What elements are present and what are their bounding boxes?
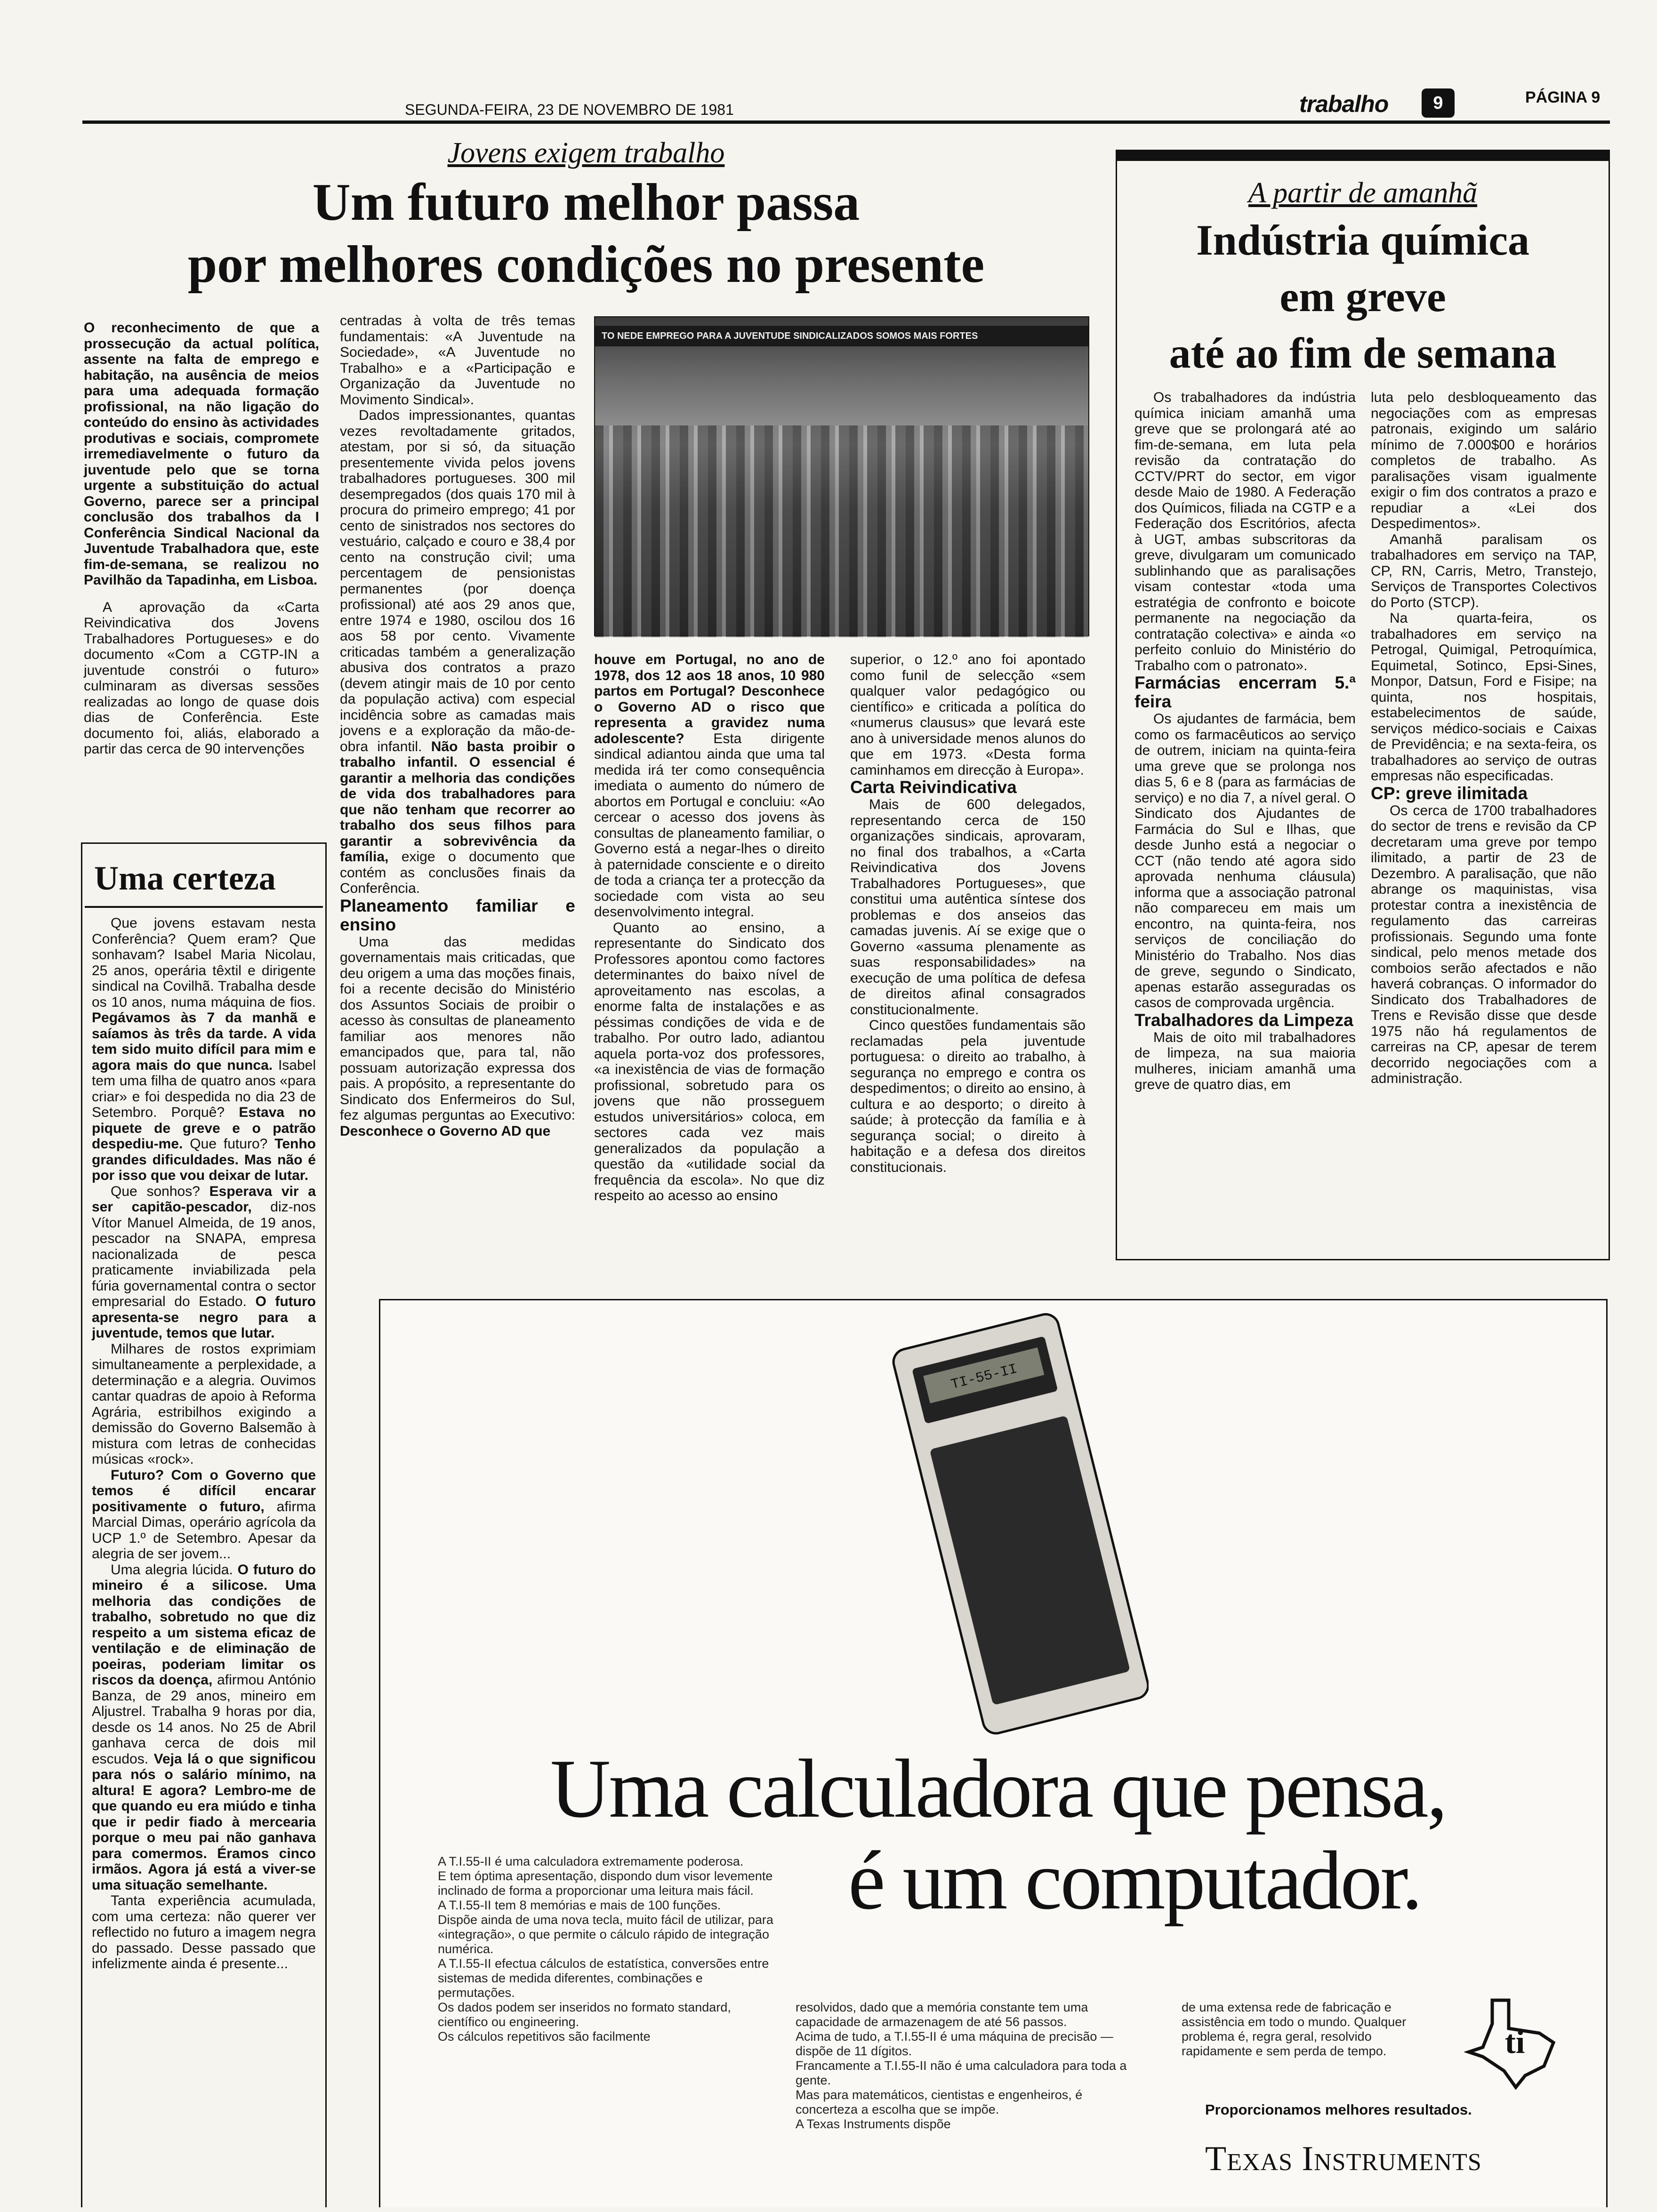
sidebar-p2-bold2: O futuro apresenta-se negro para a juventude, temos que lutar. (92, 1294, 316, 1341)
right-c1-p3: Mais de oito mil trabalhadores de limpeza, na sua maioria mulheres, iniciam amanhã uma greve de quatro dias, em (1134, 1029, 1356, 1092)
header-date: SEGUNDA-FEIRA, 23 DE NOVEMBRO DE 1981 (405, 101, 734, 118)
ad-tagline: Proporcionamos melhores resultados. (1205, 2101, 1472, 2118)
main-col2-subhead: Planeamento familiar e ensino (340, 896, 575, 934)
right-kicker: A partir de amanhã (1248, 177, 1478, 209)
main-col2-p2-bold: Não basta proibir o trabalho infantil. O essencial é garantir a melhoria das condições de vida dos trabalhadores para que não tenham que recorrer ao trabalho dos seus filhos para garantir a sobrevivência da família, (340, 738, 575, 865)
sidebar-p1-bold: Pegávamos às 7 da manhã e saíamos às três da tarde. A vida tem sido muito difícil para mim e agora mais do que nunca. (92, 1010, 316, 1073)
right-c1-p2: Os ajudantes de farmácia, bem como os farmacêuticos ao serviço de outrem, iniciam na quinta-feira uma greve que se prolonga nos dias 5, 6 e 8 (para as farmácias de serviço) e no dia 7, a nível geral. O Sindicato dos Ajudantes de Farmácia do Sul e Ilhas, que desde Junho está a negociar o CCT (não tendo até agora sido aprovada nenhuma cláusula) informa que a associação patronal não compareceu em mais um encontro, na quinta-feira, nos serviços de conciliação do Ministério do Trabalho. Nos dias de greve, segundo o Sindicato, apenas estarão asseguradas os casos de comprovada urgência. (1134, 711, 1356, 1010)
sidebar-p5: Uma alegria lúcida. (111, 1562, 233, 1578)
main-col3-p1: Esta dirigente sindical adiantou ainda que uma tal medida irá ter como consequência imediata o aumento do número de abortos em Portugal e concluiu: «Ao cercear o acesso dos jovens às consultas de planeamento familiar, o Governo está a negar-lhes o direito à paternidade consciente e o direito de toda a criança ter a protecção da sociedade com vista ao seu desenvolvimento integral. (594, 730, 825, 920)
sidebar-p1-bold2: Estava no piquete de greve e o patrão despediu-me. (92, 1105, 316, 1152)
right-c1-subhead-1: Farmácias encerram 5.ª feira (1134, 673, 1356, 711)
right-c1-p1: Os trabalhadores da indústria química iniciam amanhã uma greve que se prolongará até ao fim-de-semana, em luta pela revisão da contratação do CCTV/PRT do sector, em vigor desde Maio de 1980. A Federação dos Químicos, filiada na CGTP e a Federação dos Escritórios, afecta à UGT, ambas subscritoras da greve, divulgaram um comunicado sublinhando que as paralisações visam contestar «toda uma estratégia de confronto e boicote permanente na negociação da contratação colectiva» e ainda «o perfeito conluio do Ministério do Trabalho com o patronato». (1134, 390, 1356, 673)
main-col-1 (84, 320, 319, 757)
main-col2-p3-bold: Desconhece o Governo AD que (340, 1123, 551, 1139)
ad-brand: Texas Instruments (1205, 2140, 1482, 2178)
conference-photo (594, 316, 1089, 636)
sidebar-p5-bold2: Veja lá o que significou para nós o salário mínimo, na altura! E agora? Lembro-me de que quando eu era miúdo e tinha que ir pedir fiado à mercearia porque o meu pai não ganhava para comermos. Éramos cinco irmãos. Agora já está a viver-se uma situação semelhante. (92, 1751, 316, 1893)
ad-headline-1: Uma calculadora que pensa, (550, 1742, 1446, 1835)
sidebar-p4-bold: Futuro? Com o Governo que temos é difícil encarar positivamente o futuro, (92, 1467, 316, 1515)
calculator-keypad (930, 1415, 1131, 1705)
section-title: trabalho (1299, 91, 1389, 117)
right-article-topbar (1116, 150, 1610, 161)
main-lead: O reconhecimento de que a prossecução da actual política, assente na falta de emprego e habitação, na ausência de meios para uma adequada formação profissional, na não ligação do conteúdo do ensino às actividades produtivas e sociais, compromete irremediavelmente o futuro da juventude pelo que se torna urgente a substituição do actual Governo, parece ser a principal conclusão dos trabalhos da I Conferência Sindical Nacional da Juventude Trabalhadora que, este fim-de-semana, se realizou no Pavilhão da Tapadinha, em Lisboa. (84, 320, 319, 588)
main-col4-p3: Cinco questões fundamentais são reclamadas pela juventude portuguesa: o direito ao trabalho, à segurança no emprego e contra os despedimentos; o direito ao ensino, à cultura e ao desporto; o direito à saúde; à protecção da família e à segurança social; o direito à habitação e a defesa dos direitos constitucionais. (850, 1018, 1086, 1175)
main-col4-p1: superior, o 12.º ano foi apontado como funil de selecção «sem qualquer valor pedagógico ou científico» e criticada a política do «numerus clausus» que levará este ano à universidade menos alunos do que em 1973. «Desta forma caminhamos em direcção à Europa». (850, 652, 1086, 778)
main-col2-p3: Uma das medidas governamentais mais criticadas, que deu origem a uma das moções finais, foi a recente decisão do Ministério dos Assuntos Sociais de proibir o acesso às consultas de planeamento familiar aos menores não emancipados que, para tal, não possuam autorização expressa dos pais. A propósito, a representante do Sindicato dos Enfermeiros do Sul, fez algumas perguntas ao Executivo: (340, 934, 575, 1123)
sidebar-p2-bold: Esperava vir a ser capitão-pescador, (92, 1183, 316, 1215)
sidebar-p2: Que sonhos? (111, 1183, 200, 1199)
section-badge (1422, 88, 1455, 118)
main-col-2 (340, 313, 575, 1139)
photo-banner (595, 326, 1088, 346)
main-headline-2: por melhores condições no presente (187, 235, 985, 294)
right-c2-p3: Na quarta-feira, os trabalhadores em serviço na Petrogal, Quimigal, Petroquímica, Equimetal, Sotinco, Epsi-Sines, Monpor, Datsun, Ford e Fisipe; na quinta, nos hospitais, estabelecimentos de saúde, serviços médico-sociais e Caixas de Previdência; e na sexta-feira, os trabalhadores ao serviço de outras empresas não especificadas. (1371, 610, 1597, 784)
main-col3-p2: Quanto ao ensino, a representante do Sindicato dos Professores apontou como factores determinantes do baixo nível de aproveitamento nas escolas, a enorme falta de instalações e as péssimas condições de vida e de trabalho. Por outro lado, adiantou aquela porta-voz dos professores, «a inexistência de vias de formação profissional, sobretudo para os jovens que não prosseguem estudos universitários» coloca, em sectores cada vez mais generalizados da população a questão da «utilidade social da frequência da escola». No que diz respeito ao acesso ao ensino (594, 920, 825, 1203)
ad-copy-3: de uma extensa rede de fabricação e assistência em todo o mundo. Qualquer problema é, regra geral, resolvido rapidamente e sem perda de tempo. (1182, 2000, 1407, 2058)
texas-instruments-logo (1464, 1996, 1558, 2090)
sidebar-p4-tail: afirma Marcial Dimas, operário agrícola da UCP 1.º de Setembro. Apesar da alegria de ser jovem... (92, 1499, 316, 1562)
main-col2-p2: Dados impressionantes, quantas vezes revoltadamente gritados, atestam, por si só, da situação presentemente vivida pelos jovens trabalhadores portugueses. 300 mil desempregados (dos quais 170 mil à procura do primeiro emprego; 41 por cento de sinistrados nos sectores do vestuário, calçado e couro e 38,4 por cento na construção civil; uma percentagem de pensionistas permanentes (por doença profissional) até aos 29 anos que, entre 1974 e 1980, oscilou dos 16 aos 58 por cento. Vivamente criticadas também a generalização abusiva dos contratos a prazo (devem atingir mais de 10 por cento da população activa) com especial incidência sobre as camadas mais jovens e a exploração da mão-de-obra infantil. (340, 408, 575, 754)
right-c2-p4: Os cerca de 1700 trabalhadores do sector de trens e revisão da CP decretaram uma greve por tempo ilimitado, a partir de 23 de Dezembro. A paralisação, que não abrange os maquinistas, visa protestar contra a inexistência de regulamento das carreiras profissionais. Segundo uma fonte sindical, pelo menos metade dos comboios serão afectados e não haverá cobranças. O informador do Sindicato dos Trabalhadores de Trens e Revisão disse que desde 1975 não há regulamentos de carreiras na CP, apesar de terem decorrido negociações com a administração. (1371, 802, 1597, 1086)
main-kicker: Jovens exigem trabalho (447, 137, 725, 169)
main-col4-subhead: Carta Reivindicativa (850, 777, 1017, 797)
main-col4-p2: Mais de 600 delegados, representando cerca de 150 organizações sindicais, aprovaram, no final dos trabalhos, a «Carta Reivindicativa dos Jovens Trabalhadores Portugueses», que constitui uma autêntica síntese dos problemas e dos anseios das camadas juvenis. Aí se exige que o Governo «assuma plenamente as suas responsabilidades» na execução de uma política de defesa de direitos afinal consagrados constitucionalmente. (850, 797, 1086, 1018)
right-c2-p1: luta pelo desbloqueamento das negociações com as empresas patronais, exigindo um salário mínimo de 7.000$00 e horários completos de trabalho. As paralisações visam igualmente exigir o fim dos contratos a prazo e repudiar a «Lei dos Despedimentos». (1371, 390, 1597, 531)
photo-banner-text: TO NEDE EMPREGO PARA A JUVENTUDE SINDICALIZADOS SOMOS MAIS FORTES (602, 331, 978, 341)
ad-copy-2: resolvidos, dado que a memória constante tem uma capacidade de armazenagem de até 56 passos. Acima de tudo, a T.I.55-II é uma máquina de precisão — dispõe de 11 dígitos. Francamente a T.I.55-II não é uma calculadora para toda a gente. Mas para matemáticos, cientistas e engenheiros, é concerteza a escolha que se impõe. A Texas Instruments dispõe (796, 2000, 1127, 2131)
right-headline-2: em greve (1279, 272, 1446, 321)
right-col-1 (1134, 390, 1356, 1093)
sidebar-p5-tail: afirmou António Banza, de 29 anos, mineiro em Aljustrel. Trabalha 9 horas por dia, desde os 14 anos. No 25 de Abril ganhava cerca de dois mil escudos. (92, 1672, 316, 1767)
right-c2-subhead: CP: greve ilimitada (1371, 783, 1528, 803)
sidebar-p2-tail: diz-nos Vítor Manuel Almeida, de 19 anos, pescador na SNAPA, empresa nacionalizada de pesca praticamente inviabilizada pela fúria governamental contra o sector empresarial do Estado. (92, 1199, 316, 1309)
right-headline-3: até ao fim de semana (1169, 329, 1557, 377)
ad-copy-1: A T.I.55-II é uma calculadora extremamente poderosa. E tem óptima apresentação, dispondo dum visor levemente inclinado de forma a proporcionar uma leitura mais fácil. A T.I.55-II tem 8 memórias e mais de 100 funções. Dispõe ainda de uma nova tecla, muito fácil de utilizar, para «integração», o que permite o cálculo rápido de integração numérica. A T.I.55-II efectua cálculos de estatística, conversões entre sistemas de medida diferentes, combinações e permutações. Os dados podem ser inseridos no formato standard, científico ou engineering. Os cálculos repetitivos são facilmente (438, 1854, 773, 2044)
sidebar-p6: Tanta experiência acumulada, com uma certeza: não querer ver reflectido no futuro a imagem negra do passado. Desse passado que infelizmente ainda é presente... (92, 1893, 316, 1972)
sidebar-p1-tail2: Que futuro? (190, 1136, 268, 1152)
page-number: PÁGINA 9 (1525, 88, 1601, 106)
sidebar-p1-tail: Isabel tem uma filha de quatro anos «para criar» e foi despedida no dia 23 de Setembro. Porquê? (92, 1057, 316, 1120)
main-col2-p2-tail: exige o documento que contém as conclusões finais da Conferência. (340, 849, 575, 896)
sidebar-p5-bold: O futuro do mineiro é a silicose. Uma melhoria das condições de trabalho, sobretudo no que diz respeito a um sistema eficaz de ventilação e de eliminação de poeiras, poderiam limitar os riscos da doença, (92, 1562, 316, 1688)
ad-headline-2: é um computador. (848, 1834, 1421, 1927)
sidebar-p1: Que jovens estavam nesta Conferência? Quem eram? Que sonhavam? Isabel Maria Nicolau, 25 anos, operária têxtil e dirigente sindical na Covilhã. Trabalha desde os 10 anos, numa máquina de fios. (92, 915, 316, 1010)
main-col1-p2: A aprovação da «Carta Reivindicativa dos Jovens Trabalhadores Portugueses» e do documento «Com a CGTP-IN a juventude constrói o futuro» culminaram as diversas sessões realizadas ao longo de quase dois dias de Conferência. Este documento foi, aliás, elaborado a partir das cerca de 90 intervenções (84, 599, 319, 757)
calculator-illustration (885, 1308, 1149, 1746)
header-rule (82, 120, 1610, 124)
sidebar-title-rule (85, 906, 323, 908)
main-headline-1: Um futuro melhor passa (312, 173, 860, 232)
sidebar-p1-bold3: Tenho grandes dificuldades. Mas não é por isso que vou deixar de lutar. (92, 1136, 316, 1183)
section-badge-number: 9 (1433, 93, 1443, 113)
main-col-4 (850, 652, 1086, 1175)
calculator-display-label: TI-55-II (949, 1361, 1019, 1394)
ti-logo-letters: ti (1504, 2024, 1525, 2060)
right-col-2 (1371, 390, 1597, 1087)
right-c1-subhead-2: Trabalhadores da Limpeza (1134, 1010, 1353, 1030)
sidebar-title: Uma certeza (94, 859, 276, 897)
right-headline-1: Indústria química (1196, 216, 1530, 264)
photo-crowd (595, 425, 1088, 637)
main-col3-bold: houve em Portugal, no ano de 1978, dos 12 aos 18 anos, 10 980 partos em Portugal? Desconhece o Governo AD o risco que representa a gravidez numa adolescente? (594, 652, 825, 746)
main-col-3 (594, 652, 825, 1204)
sidebar-p3: Milhares de rostos exprimiam simultaneamente a perplexidade, a determinação e a alegria. Ouvimos cantar quadras de apoio à Reforma Agrária, estribilhos exigindo a demissão do Governo Balsemão à mistura com letras de conhecidas músicas «rock». (92, 1341, 316, 1467)
sidebar-text (92, 915, 316, 1972)
main-col2-p1: centradas à volta de três temas fundamentais: «A Juventude na Sociedade», «A Juventude no Trabalho» e a «Participação e Organização da Juventude no Movimento Sindical». (340, 313, 575, 408)
right-c2-p2: Amanhã paralisam os trabalhadores em serviço na TAP, CP, RN, Carris, Metro, Transtejo, Serviços de Transportes Colectivos do Porto (STCP). (1371, 531, 1597, 610)
